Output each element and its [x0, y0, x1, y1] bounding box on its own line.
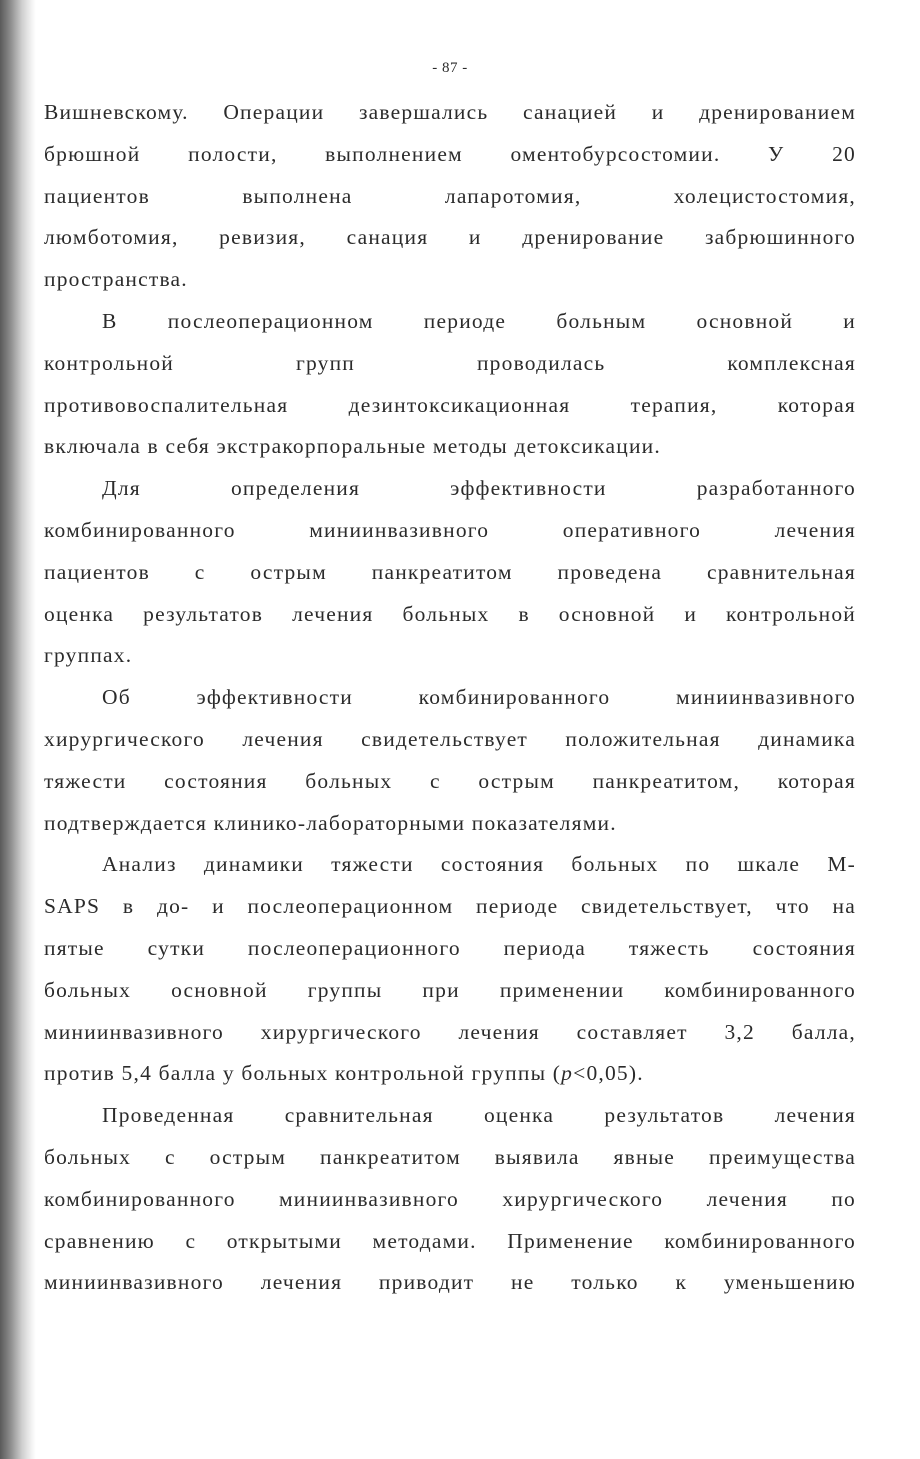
text-line: против 5,4 балла у больных контрольной группы (p<0,05). [44, 1061, 644, 1086]
text-line: брюшной полости, выполнением оментобурсостомии. У 20 [44, 141, 856, 166]
text-line: В послеоперационном периоде больным основной и [102, 308, 856, 333]
text-line: оценка результатов лечения больных в основной и контрольной [44, 601, 856, 626]
text-line: сравнению с открытыми методами. Применение комбинированного [44, 1228, 856, 1253]
text-line: подтверждается клинико-лабораторными показателями. [44, 810, 617, 835]
document-body [44, 92, 856, 1304]
text-line: группах. [44, 643, 133, 668]
text-line: Проведенная сравнительная оценка результатов лечения [102, 1103, 856, 1128]
text-line: хирургического лечения свидетельствует положительная динамика [44, 726, 856, 751]
text-line: миниинвазивного лечения приводит не только к уменьшению [44, 1270, 856, 1295]
text-line: SAPS в до- и послеоперационном периоде свидетельствует, что на [44, 894, 856, 919]
text-line: больных основной группы при применении комбинированного [44, 977, 856, 1002]
text-line: комбинированного миниинвазивного оперативного лечения [44, 517, 856, 542]
text-line: больных с острым панкреатитом выявила явные преимущества [44, 1144, 856, 1169]
text-line: пациентов выполнена лапаротомия, холецистостомия, [44, 183, 856, 208]
page-number: - 87 - [432, 60, 468, 76]
paragraph [44, 468, 856, 677]
paragraph [44, 301, 856, 468]
text-line: контрольной групп проводилась комплексная [44, 350, 856, 375]
text-line: пациентов с острым панкреатитом проведена сравнительная [44, 559, 856, 584]
scan-binding-edge [0, 0, 36, 1459]
text-line: миниинвазивного хирургического лечения составляет 3,2 балла, [44, 1019, 856, 1044]
text-line: Для определения эффективности разработанного [102, 476, 856, 501]
text-line: пятые сутки послеоперационного периода тяжесть состояния [44, 935, 856, 960]
text-line: пространства. [44, 267, 188, 292]
paragraph [44, 677, 856, 844]
text-line: комбинированного миниинвазивного хирургического лечения по [44, 1186, 856, 1211]
text-line: люмботомия, ревизия, санация и дренирование забрюшинного [44, 225, 856, 250]
text-line: Вишневскому. Операции завершались санацией и дренированием [44, 100, 856, 124]
text-line: противовоспалительная дезинтоксикационная терапия, которая [44, 392, 856, 417]
paragraph [44, 92, 856, 301]
text-line: включала в себя экстракорпоральные методы детоксикации. [44, 434, 661, 459]
paragraph [44, 1095, 856, 1304]
text-line: тяжести состояния больных с острым панкреатитом, которая [44, 768, 856, 793]
text-line: Анализ динамики тяжести состояния больных по шкале М- [102, 852, 856, 877]
paragraph [44, 844, 856, 1095]
text-line: Об эффективности комбинированного миниинвазивного [102, 685, 856, 710]
